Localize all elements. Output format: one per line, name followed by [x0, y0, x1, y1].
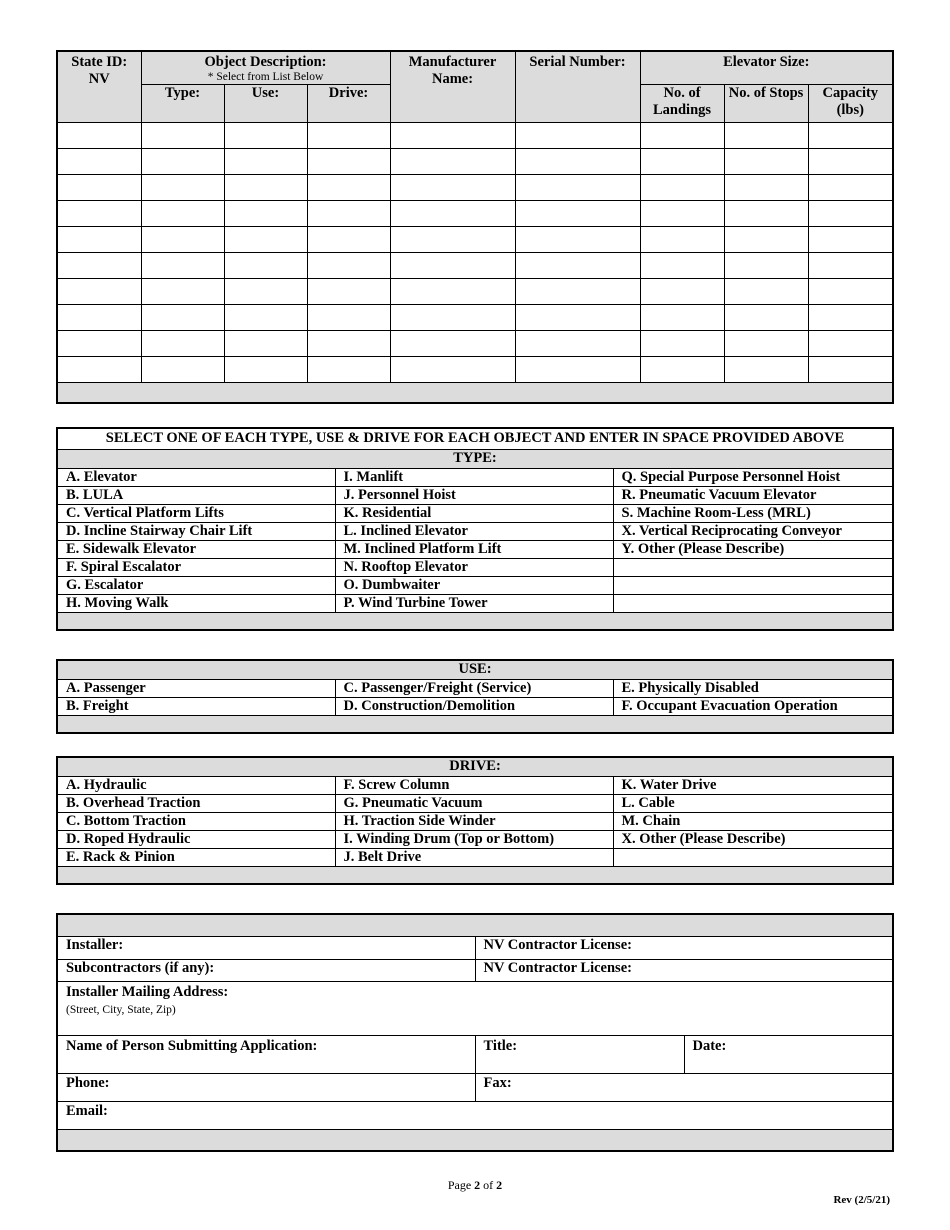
- equipment-cell[interactable]: [515, 226, 640, 252]
- subcontractor-license-label: NV Contractor License:: [483, 959, 632, 976]
- equipment-row: [57, 148, 893, 174]
- option-item: H. Moving Walk: [57, 594, 335, 612]
- installer-license-label: NV Contractor License:: [483, 936, 632, 953]
- page-number: [0, 1178, 950, 1193]
- mailing-address-field[interactable]: [57, 981, 893, 1035]
- option-item: I. Winding Drum (Top or Bottom): [335, 830, 613, 848]
- option-item: M. Chain: [613, 812, 893, 830]
- equipment-cell[interactable]: [224, 200, 307, 226]
- drive-option-row: [57, 848, 893, 866]
- equipment-cell[interactable]: [724, 174, 808, 200]
- option-item: J. Personnel Hoist: [335, 486, 613, 504]
- type-option-rows: [57, 468, 893, 612]
- option-item: R. Pneumatic Vacuum Elevator: [613, 486, 893, 504]
- option-item: P. Wind Turbine Tower: [335, 594, 613, 612]
- selection-instruction: SELECT ONE OF EACH TYPE, USE & DRIVE FOR EACH OBJECT AND ENTER IN SPACE PROVIDED ABOVE: [57, 428, 893, 449]
- equipment-row: [57, 304, 893, 330]
- option-item: B. Freight: [57, 697, 335, 715]
- option-item: D. Construction/Demolition: [335, 697, 613, 715]
- mailing-address-hint: (Street, City, State, Zip): [66, 1003, 176, 1016]
- equipment-row: [57, 174, 893, 200]
- option-item: [613, 558, 893, 576]
- equipment-cell[interactable]: [224, 148, 307, 174]
- title-label: Title:: [483, 1037, 518, 1054]
- equipment-cell[interactable]: [390, 330, 515, 356]
- option-item: C. Passenger/Freight (Service): [335, 679, 613, 697]
- drive-option-row: [57, 830, 893, 848]
- equipment-cell[interactable]: [640, 174, 724, 200]
- title-field[interactable]: [475, 1035, 684, 1073]
- equipment-table: [56, 50, 894, 404]
- state-id-value: NV: [88, 71, 110, 87]
- use-heading: USE:: [57, 660, 893, 679]
- option-item: X. Other (Please Describe): [613, 830, 893, 848]
- option-item: F. Occupant Evacuation Operation: [613, 697, 893, 715]
- equipment-cell[interactable]: [57, 252, 141, 278]
- equipment-cell[interactable]: [141, 122, 224, 148]
- equipment-row: [57, 356, 893, 382]
- equipment-cell[interactable]: [390, 304, 515, 330]
- option-item: F. Screw Column: [335, 776, 613, 794]
- object-description-header: [141, 51, 390, 84]
- installer-license-field[interactable]: [475, 936, 893, 959]
- submitter-name-label: Name of Person Submitting Application:: [66, 1037, 318, 1054]
- equipment-cell[interactable]: [141, 148, 224, 174]
- equipment-cell[interactable]: [640, 252, 724, 278]
- elevator-size-header: Elevator Size:: [640, 51, 893, 84]
- phone-field[interactable]: [57, 1073, 475, 1101]
- mailing-address-label: Installer Mailing Address:: [66, 983, 229, 1000]
- page-middle: of: [480, 1178, 497, 1192]
- equipment-cell[interactable]: [808, 174, 893, 200]
- equipment-cell[interactable]: [640, 200, 724, 226]
- drive-option-row: [57, 794, 893, 812]
- equipment-cell[interactable]: [515, 278, 640, 304]
- option-item: N. Rooftop Elevator: [335, 558, 613, 576]
- equipment-cell[interactable]: [515, 330, 640, 356]
- equipment-cell[interactable]: [307, 226, 390, 252]
- use-column-header: Use:: [224, 84, 307, 122]
- equipment-cell[interactable]: [141, 252, 224, 278]
- type-option-row: [57, 522, 893, 540]
- equipment-cell[interactable]: [515, 174, 640, 200]
- capacity-column-header: Capacity (lbs): [808, 84, 893, 122]
- option-item: C. Vertical Platform Lifts: [57, 504, 335, 522]
- state-id-label: State ID:: [71, 54, 128, 70]
- type-option-row: [57, 468, 893, 486]
- equipment-cell[interactable]: [141, 330, 224, 356]
- equipment-cell[interactable]: [141, 356, 224, 382]
- equipment-cell[interactable]: [808, 122, 893, 148]
- option-item: [613, 848, 893, 866]
- type-option-row: [57, 486, 893, 504]
- serial-number-header: Serial Number:: [515, 51, 640, 122]
- page-total: 2: [496, 1178, 503, 1192]
- stops-column-header: No. of Stops: [724, 84, 808, 122]
- option-item: K. Residential: [335, 504, 613, 522]
- equipment-cell[interactable]: [724, 148, 808, 174]
- use-option-row: [57, 697, 893, 715]
- fax-label: Fax:: [483, 1074, 512, 1091]
- equipment-cell[interactable]: [307, 356, 390, 382]
- type-option-row: [57, 540, 893, 558]
- equipment-cell[interactable]: [307, 122, 390, 148]
- option-item: A. Elevator: [57, 468, 335, 486]
- equipment-cell[interactable]: [724, 304, 808, 330]
- option-item: Q. Special Purpose Personnel Hoist: [613, 468, 893, 486]
- option-item: A. Passenger: [57, 679, 335, 697]
- subcontractors-label: Subcontractors (if any):: [66, 959, 215, 976]
- equipment-row: [57, 200, 893, 226]
- option-item: K. Water Drive: [613, 776, 893, 794]
- equipment-cell[interactable]: [808, 148, 893, 174]
- equipment-cell[interactable]: [640, 148, 724, 174]
- option-item: H. Traction Side Winder: [335, 812, 613, 830]
- equipment-row: [57, 278, 893, 304]
- equipment-cell[interactable]: [640, 330, 724, 356]
- option-item: B. LULA: [57, 486, 335, 504]
- type-option-row: [57, 504, 893, 522]
- equipment-cell[interactable]: [141, 278, 224, 304]
- equipment-cell[interactable]: [57, 330, 141, 356]
- equipment-cell[interactable]: [515, 148, 640, 174]
- equipment-cell[interactable]: [808, 356, 893, 382]
- equipment-cell[interactable]: [808, 330, 893, 356]
- equipment-cell[interactable]: [141, 200, 224, 226]
- option-item: Y. Other (Please Describe): [613, 540, 893, 558]
- equipment-cell[interactable]: [808, 304, 893, 330]
- option-item: M. Inclined Platform Lift: [335, 540, 613, 558]
- installer-field[interactable]: [57, 936, 475, 959]
- type-options-table: [56, 427, 894, 631]
- type-heading: TYPE:: [57, 449, 893, 468]
- type-option-row: [57, 558, 893, 576]
- option-item: J. Belt Drive: [335, 848, 613, 866]
- object-description-note: * Select from List Below: [207, 71, 324, 83]
- date-field[interactable]: [684, 1035, 893, 1073]
- equipment-cell[interactable]: [640, 278, 724, 304]
- equipment-row: [57, 226, 893, 252]
- equipment-cell[interactable]: [224, 330, 307, 356]
- equipment-cell[interactable]: [307, 330, 390, 356]
- equipment-cell[interactable]: [390, 122, 515, 148]
- equipment-cell[interactable]: [141, 226, 224, 252]
- installer-section-header-bar: [57, 914, 893, 936]
- equipment-cell[interactable]: [307, 174, 390, 200]
- option-item: [613, 576, 893, 594]
- equipment-row: [57, 122, 893, 148]
- option-item: G. Escalator: [57, 576, 335, 594]
- use-options-table: [56, 659, 894, 734]
- option-item: D. Roped Hydraulic: [57, 830, 335, 848]
- drive-heading: DRIVE:: [57, 757, 893, 776]
- equipment-cell[interactable]: [390, 200, 515, 226]
- equipment-cell[interactable]: [640, 226, 724, 252]
- equipment-row: [57, 252, 893, 278]
- drive-option-row: [57, 776, 893, 794]
- equipment-row: [57, 330, 893, 356]
- drive-option-row: [57, 812, 893, 830]
- equipment-cell[interactable]: [724, 226, 808, 252]
- phone-label: Phone:: [66, 1074, 110, 1091]
- equipment-cell[interactable]: [390, 226, 515, 252]
- email-label: Email:: [66, 1102, 108, 1119]
- submitter-name-field[interactable]: [57, 1035, 475, 1073]
- equipment-cell[interactable]: [57, 148, 141, 174]
- equipment-cell[interactable]: [724, 330, 808, 356]
- state-id-header: [57, 51, 141, 122]
- equipment-cell[interactable]: [307, 278, 390, 304]
- equipment-cell[interactable]: [57, 304, 141, 330]
- option-item: O. Dumbwaiter: [335, 576, 613, 594]
- equipment-cell[interactable]: [307, 148, 390, 174]
- equipment-cell[interactable]: [515, 356, 640, 382]
- option-item: I. Manlift: [335, 468, 613, 486]
- drive-options-table: [56, 756, 894, 885]
- equipment-cell[interactable]: [515, 304, 640, 330]
- equipment-cell[interactable]: [724, 252, 808, 278]
- option-item: D. Incline Stairway Chair Lift: [57, 522, 335, 540]
- equipment-cell[interactable]: [808, 200, 893, 226]
- equipment-cell[interactable]: [307, 252, 390, 278]
- option-item: L. Cable: [613, 794, 893, 812]
- type-column-header: Type:: [141, 84, 224, 122]
- use-section-footer-bar: [57, 715, 893, 733]
- equipment-cell[interactable]: [57, 278, 141, 304]
- type-section-footer-bar: [57, 612, 893, 630]
- option-item: S. Machine Room-Less (MRL): [613, 504, 893, 522]
- equipment-cell[interactable]: [808, 226, 893, 252]
- equipment-cell[interactable]: [390, 356, 515, 382]
- use-option-row: [57, 679, 893, 697]
- option-item: B. Overhead Traction: [57, 794, 335, 812]
- date-label: Date:: [692, 1037, 727, 1054]
- type-option-row: [57, 576, 893, 594]
- email-field[interactable]: [57, 1101, 893, 1129]
- equipment-cell[interactable]: [307, 200, 390, 226]
- option-item: E. Sidewalk Elevator: [57, 540, 335, 558]
- equipment-cell[interactable]: [141, 174, 224, 200]
- option-item: C. Bottom Traction: [57, 812, 335, 830]
- equipment-cell[interactable]: [390, 148, 515, 174]
- type-option-row: [57, 594, 893, 612]
- equipment-cell[interactable]: [57, 226, 141, 252]
- equipment-cell[interactable]: [515, 200, 640, 226]
- equipment-cell[interactable]: [141, 304, 224, 330]
- equipment-cell[interactable]: [224, 122, 307, 148]
- option-item: A. Hydraulic: [57, 776, 335, 794]
- equipment-cell[interactable]: [307, 304, 390, 330]
- equipment-cell[interactable]: [224, 356, 307, 382]
- equipment-cell[interactable]: [224, 304, 307, 330]
- equipment-cell[interactable]: [390, 278, 515, 304]
- equipment-cell[interactable]: [515, 122, 640, 148]
- object-description-label: Object Description:: [204, 54, 327, 70]
- equipment-cell[interactable]: [224, 278, 307, 304]
- use-option-rows: [57, 679, 893, 715]
- landings-column-header: No. of Landings: [640, 84, 724, 122]
- drive-section-footer-bar: [57, 866, 893, 884]
- revision-label: Rev (2/5/21): [833, 1194, 890, 1206]
- equipment-cell[interactable]: [724, 356, 808, 382]
- installer-info-table: [56, 913, 894, 1152]
- subcontractor-license-field[interactable]: [475, 959, 893, 981]
- equipment-cell[interactable]: [515, 252, 640, 278]
- equipment-cell[interactable]: [640, 304, 724, 330]
- equipment-cell[interactable]: [224, 226, 307, 252]
- equipment-rows: [57, 122, 893, 382]
- equipment-cell[interactable]: [57, 356, 141, 382]
- installer-label: Installer:: [66, 936, 124, 953]
- option-item: [613, 594, 893, 612]
- equipment-cell[interactable]: [224, 252, 307, 278]
- equipment-cell[interactable]: [57, 174, 141, 200]
- option-item: L. Inclined Elevator: [335, 522, 613, 540]
- equipment-cell[interactable]: [724, 122, 808, 148]
- equipment-cell[interactable]: [724, 200, 808, 226]
- option-item: E. Rack & Pinion: [57, 848, 335, 866]
- equipment-cell[interactable]: [724, 278, 808, 304]
- subcontractors-field[interactable]: [57, 959, 475, 981]
- drive-column-header: Drive:: [307, 84, 390, 122]
- equipment-cell[interactable]: [640, 122, 724, 148]
- manufacturer-header: Manufacturer Name:: [390, 51, 515, 122]
- equipment-cell[interactable]: [640, 356, 724, 382]
- page-prefix: Page: [447, 1178, 475, 1192]
- equipment-cell[interactable]: [57, 122, 141, 148]
- option-item: E. Physically Disabled: [613, 679, 893, 697]
- installer-section-footer-bar: [57, 1129, 893, 1151]
- equipment-cell[interactable]: [390, 174, 515, 200]
- equipment-cell[interactable]: [390, 252, 515, 278]
- drive-option-rows: [57, 776, 893, 866]
- equipment-cell[interactable]: [808, 252, 893, 278]
- fax-field[interactable]: [475, 1073, 893, 1101]
- equipment-cell[interactable]: [57, 200, 141, 226]
- option-item: F. Spiral Escalator: [57, 558, 335, 576]
- option-item: G. Pneumatic Vacuum: [335, 794, 613, 812]
- equipment-cell[interactable]: [224, 174, 307, 200]
- equipment-table-footer-bar: [57, 382, 893, 403]
- page-current: 2: [474, 1178, 481, 1192]
- option-item: X. Vertical Reciprocating Conveyor: [613, 522, 893, 540]
- equipment-cell[interactable]: [808, 278, 893, 304]
